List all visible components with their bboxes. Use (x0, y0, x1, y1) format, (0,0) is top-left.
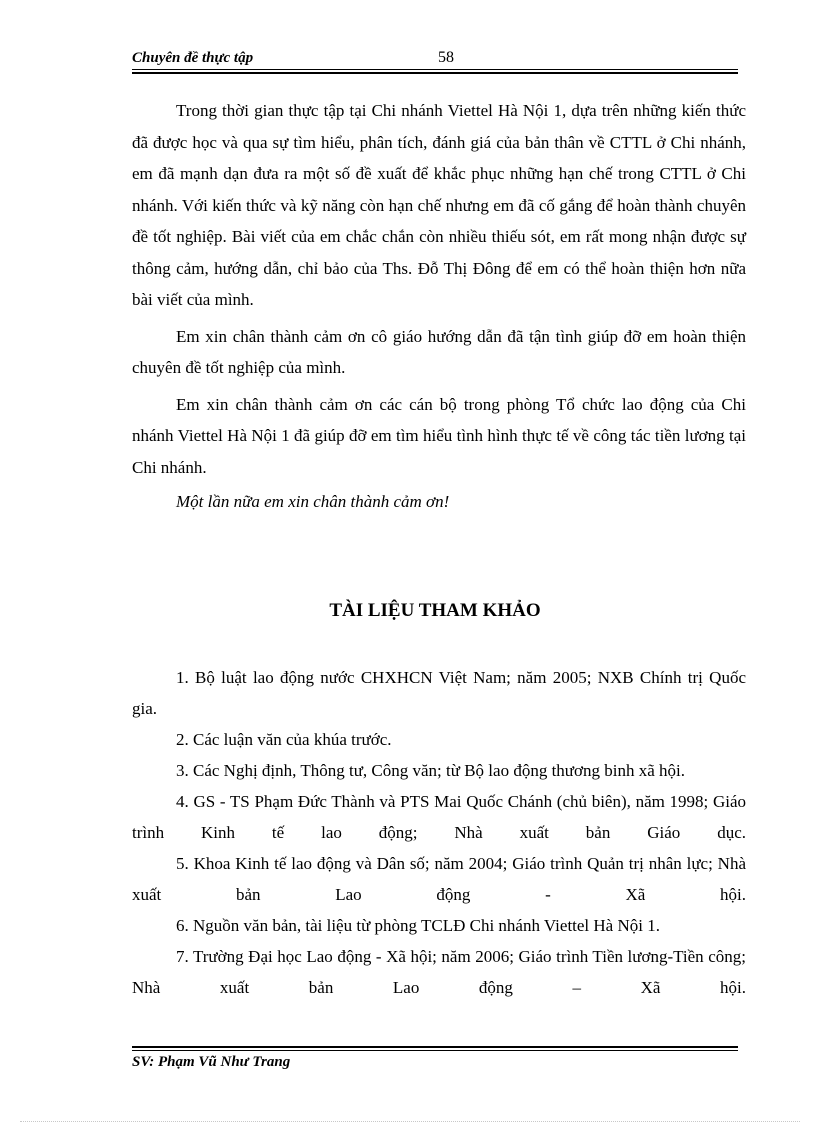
footer-rule-thick (132, 1046, 738, 1048)
reference-item: 3. Các Nghị định, Thông tư, Công văn; từ Bộ lao động thương binh xã hội. (176, 761, 685, 780)
page-number: 58 (438, 49, 454, 66)
reference-item: 2. Các luận văn của khúa trước. (176, 730, 392, 749)
paragraph: Em xin chân thành cảm ơn các cán bộ trong phòng Tổ chức lao động của Chi nhánh Viettel Hà Nội 1 đã giúp đỡ em tìm hiểu tình hình thực tế về công tác tiền lương tại Chi nhánh. (132, 394, 746, 477)
header-title: Chuyên đề thực tập (132, 50, 254, 66)
body-text (132, 95, 746, 518)
reference-item: 7. Trường Đại học Lao động - Xã hội; năm 2006; Giáo trình Tiền lương-Tiền công; Nhà xuất bản Lao động – Xã hội. (132, 947, 746, 997)
references-title: TÀI LIỆU THAM KHẢO (329, 600, 541, 621)
reference-item: 4. GS - TS Phạm Đức Thành và PTS Mai Quốc Chánh (chủ biên), năm 1998; Giáo trình Kinh tế lao động; Nhà xuất bản Giáo dục. (132, 792, 746, 842)
footer-student-name: SV: Phạm Vũ Như Trang (132, 1054, 291, 1070)
paragraph: Trong thời gian thực tập tại Chi nhánh Viettel Hà Nội 1, dựa trên những kiến thức đã được học và qua sự tìm hiểu, phân tích, đánh giá của bản thân về CTTL ở Chi nhánh, em đã mạnh dạn đưa ra một số đề xuất để khắc phục những hạn chế trong CTTL ở Chi nhánh. Với kiến thức và kỹ năng còn hạn chế nhưng em đã cố gắng để hoàn thành chuyên đề tốt nghiệp. Bài viết của em chắc chắn còn nhiều thiếu sót, em rất mong nhận được sự thông cảm, hướng dẫn, chỉ bảo của Ths. Đỗ Thị Đông để em có thể hoàn thiện hơn nữa bài viết của mình. (132, 101, 746, 309)
page-edge (20, 1121, 800, 1122)
paragraph: Em xin chân thành cảm ơn cô giáo hướng dẫn đã tận tình giúp đỡ em hoàn thiện chuyên đề tốt nghiệp của mình. (132, 326, 746, 377)
references-list (132, 662, 746, 1003)
reference-item: 5. Khoa Kinh tế lao động và Dân số; năm 2004; Giáo trình Quản trị nhân lực; Nhà xuất bản Lao động - Xã hội. (132, 854, 746, 904)
reference-item: 1. Bộ luật lao động nước CHXHCN Việt Nam; năm 2005; NXB Chính trị Quốc gia. (132, 668, 746, 718)
footer-rule-thin (132, 1050, 738, 1051)
closing-line: Một lần nữa em xin chân thành cảm ơn! (176, 492, 450, 511)
header-rule-thin (132, 69, 738, 70)
reference-item: 6. Nguồn văn bản, tài liệu từ phòng TCLĐ Chi nhánh Viettel Hà Nội 1. (176, 916, 660, 935)
header-rule-thick (132, 72, 738, 74)
